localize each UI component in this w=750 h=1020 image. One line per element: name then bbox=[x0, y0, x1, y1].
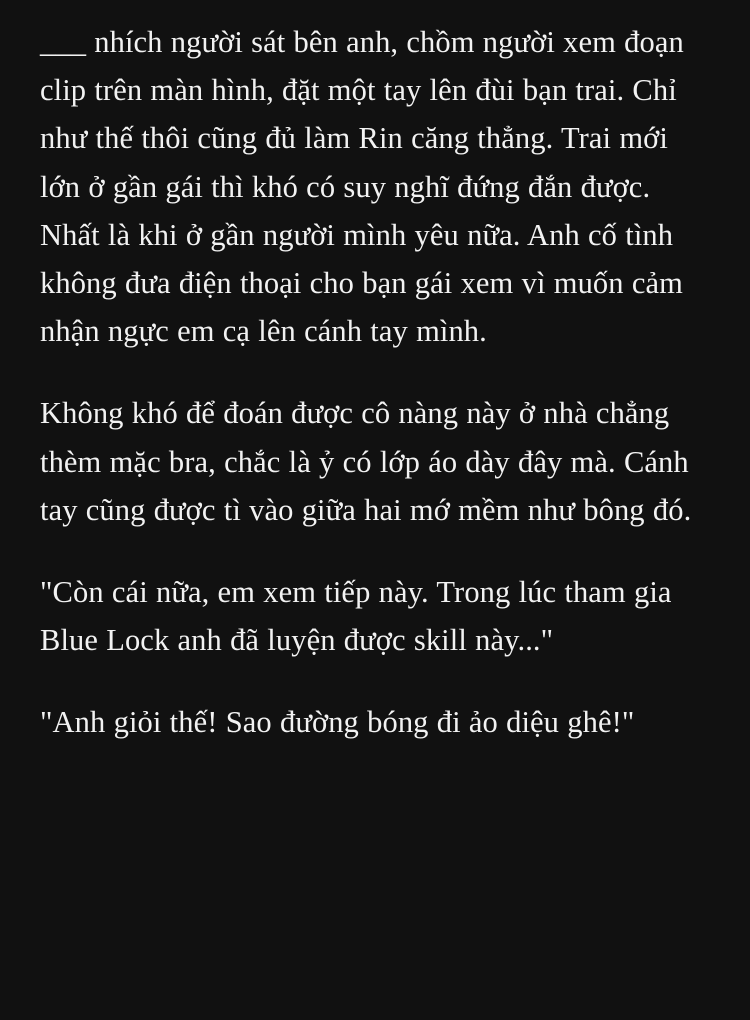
paragraph: Không khó để đoán được cô nàng này ở nhà chẳng thèm mặc bra, chắc là ỷ có lớp áo dày đây mà. Cánh tay cũng được tì vào giữa hai mớ mềm như bông đó. bbox=[40, 396, 692, 527]
story-text-body bbox=[40, 18, 710, 746]
paragraph: "Còn cái nữa, em xem tiếp này. Trong lúc tham gia Blue Lock anh đã luyện được skill này..." bbox=[40, 574, 672, 658]
paragraph: "Anh giỏi thế! Sao đường bóng đi ảo diệu ghê!" bbox=[40, 705, 635, 740]
paragraph: ___ nhích người sát bên anh, chồm người xem đoạn clip trên màn hình, đặt một tay lên đùi bạn trai. Chỉ như thế thôi cũng đủ làm Rin căng thẳng. Trai mới lớn ở gần gái thì khó có suy nghĩ đứng đắn được. Nhất là khi ở gần người mình yêu nữa. Anh cố tình không đưa điện thoại cho bạn gái xem vì muốn cảm nhận ngực em cạ lên cánh tay mình. bbox=[40, 25, 684, 349]
